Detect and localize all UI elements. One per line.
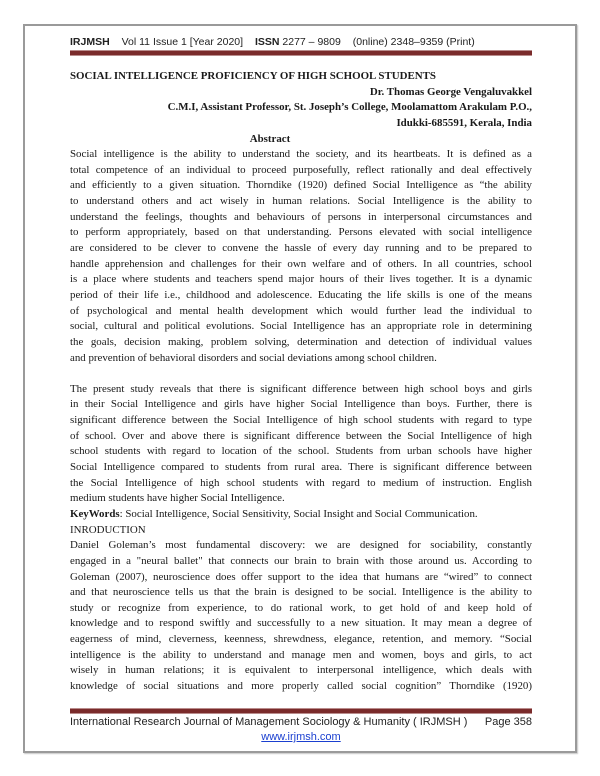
text-line: knowledge and to respond swiftly and successfully to a new situation. It may mean a degree of [70,617,532,630]
website-link[interactable]: www.irjmsh.com [261,731,341,743]
issn-label: ISSN [254,36,280,48]
paragraph-gap [70,366,532,382]
keywords-text: : Social Intelligence, Social Sensitivity, Social Insight and Social Communication. [119,507,478,520]
volume-info: Vol 11 Issue 1 [Year 2020] [121,36,244,48]
text-line: engaged in a "neural ballet" that connects our brain to brain with those around us. According to [70,554,532,567]
text-line: Social intelligence is the ability to understand the society, and its heartbeats. It is defined as a [70,148,532,161]
running-header [70,36,532,48]
text-line: to perform appropriately, based on that understanding. Persons elevated with social intelligence [70,226,532,239]
journal-abbrev: IRJMSH [70,36,110,48]
text-line: medium students have higher Social Intelligence. [70,492,285,505]
text-line: and prevention of behavioral disorders and social deviations among school children. [70,351,437,364]
text-line: the Social Intelligence of high school students with regard to medium of instruction. English [70,476,532,489]
text-line: of psychological and mental health development which would further lead the individual to [70,304,532,317]
text-line: social, cultural and political evolutions. Social Intelligence has an appropriate role in determining [70,320,532,333]
author-location: Idukki-685591, Kerala, India [396,116,532,129]
author-affiliation: C.M.I, Assistant Professor, St. Joseph’s College, Moolamattom Arakulam P.O., [167,101,532,114]
text-line: intelligence is the ability to understand and manage men and women, boys and girls, to act [70,648,532,661]
text-line: are considered to be clever to convene the hassle of every day running and to be prepared to [70,242,532,255]
text-line: and that neuroscience tells us that the brain is designed to be social. Intelligence is the ability to [70,586,532,599]
page-number: Page 358 [484,716,532,728]
text-line: wisely in human relations; it is equivalent to interpersonal intelligence, which deals with [70,664,532,677]
text-line: eagerness of mind, cleverness, keenness, shrewdness, elegance, retention, and memory. “Social [70,633,532,646]
text-line: school students with regard to location of the school. Students from urban schools have higher [70,445,532,458]
text-line: period of their life i.e., childhood and adolescence. Educating the life skills is one of the means [70,288,532,301]
text-line: significant difference between the Social Intelligence of high school students with regard to type [70,414,532,427]
text-line: Social Intelligence compared to students from rural area. There is significant difference between [70,461,532,474]
text-line: of school. Over and above there is significant difference between the Social Intelligence of high [70,429,532,442]
text-line: knowledge of social situations and more properly called social cognition” Thorndike (1920) [70,679,532,692]
issn-online-print: (0nline) 2348–9359 (Print) [352,36,475,48]
text-line: handle apprehension and challenges for their own welfare and of others. In all countries, school [70,257,532,270]
text-line: in their Social Intelligence and girls have higher Social Intelligence than boys. Further, there is [70,398,532,411]
text-line: understand the feelings, thoughts and behaviours of persons in interpersonal circumstances and [70,210,532,223]
article-body [70,69,532,695]
text-line: Goleman (2007), neuroscience does offer support to the idea that humans are “wired” to connect [70,570,532,583]
text-line: Daniel Goleman’s most fundamental discovery: we are designed for sociability, constantly [70,539,532,552]
footer-rule [70,708,532,714]
abstract-paragraph-1 [70,147,532,366]
issn-number: 2277 – 9809 [282,36,341,48]
keywords-label: KeyWords [70,507,120,520]
introduction-heading: INRODUCTION [70,523,146,536]
abstract-paragraph-2 [70,382,532,507]
text-line: The present study reveals that there is significant difference between high school boys and girls [70,382,532,395]
text-line: is a place where students and teachers spend major hours of their lives together. It is a dynamic [70,273,532,286]
text-line: and efficiently to a given situation. Thorndike (1920) defined Social Intelligence as “the ability [70,179,532,192]
header-rule [70,50,532,56]
text-line: the goals, decision making, problem solving, determination and detection of individual values [70,335,532,348]
abstract-heading: Abstract [249,132,291,145]
text-line: study or recognize from experience, to do rational work, to get hold of and keep hold of [70,601,532,614]
author-name: Dr. Thomas George Vengaluvakkel [369,85,532,98]
text-line: total competence of an individual to proceed purposefully, reflect rationally and deal effectively [70,163,532,176]
introduction-paragraph [70,538,532,694]
article-title: SOCIAL INTELLIGENCE PROFICIENCY OF HIGH SCHOOL STUDENTS [70,70,436,82]
running-footer [70,716,532,728]
footer-journal-name: International Research Journal of Management Sociology & Humanity ( IRJMSH ) [70,716,468,728]
keywords-line [70,507,532,523]
text-line: to understand others and act wisely in human relations. Social Intelligence is the ability to [70,195,532,208]
